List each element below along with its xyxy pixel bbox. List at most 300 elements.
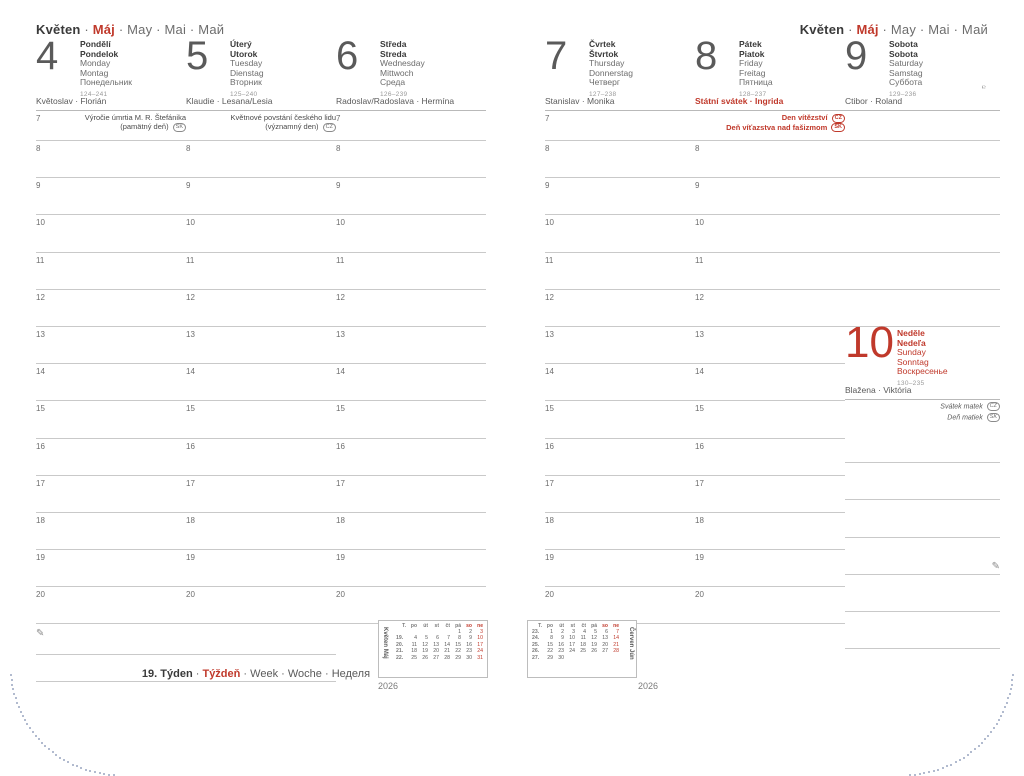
day-header [695,34,845,98]
day-name-cs: Úterý [230,39,252,49]
country-badge: SK [831,123,845,132]
note-row[interactable] [845,463,1000,500]
mini-day: 25 [580,648,586,655]
day-name-en: Monday [80,58,111,69]
hour-row[interactable] [695,401,845,438]
hour-row[interactable] [545,290,695,327]
hour-row[interactable] [695,178,845,215]
hour-row[interactable] [336,215,486,252]
day-name-cs: Neděle [897,327,925,338]
hour-label: 11 [186,255,195,265]
mini-day: 3 [572,629,575,635]
day-name-sk: Sobota [889,48,918,59]
hour-row[interactable] [186,253,336,290]
hour-label: 10 [36,218,45,228]
day-name-ru: Воскресенье [897,366,948,377]
mini-wd: čt [445,623,450,629]
hour-label: 18 [695,515,704,525]
hour-label: 15 [186,404,195,414]
note-row[interactable] [845,215,1000,252]
hour-row[interactable] [336,439,486,476]
day-name-de: Mittwoch [380,67,414,78]
hour-row[interactable] [36,550,186,587]
week-de: Woche [287,668,322,680]
pencil-icon: ✎ [991,560,1000,572]
day-name-cs: Pondělí [80,39,111,49]
hour-row[interactable] [186,550,336,587]
day-names [589,40,633,100]
hour-row[interactable] [336,141,486,178]
mini-day: 3 [480,629,483,635]
mini-week-num: 19. [396,635,404,642]
namedays: Ctibor · Roland [845,96,1000,111]
mini-day: 6 [436,635,439,642]
day-name-de: Sonntag [897,356,929,367]
day-name-en: Sunday [897,347,926,358]
pencil-icon: ✎ [36,628,45,640]
mini-day: 27 [433,654,439,661]
day-name-ru: Понедельник [80,77,133,88]
hour-label: 16 [336,441,345,451]
mini-day: 11 [580,635,586,642]
hour-row[interactable] [186,327,336,364]
day-header [336,34,486,98]
hour-label: 15 [36,404,45,414]
hour-row[interactable] [545,364,695,401]
mini-wd: so [466,623,472,629]
mini-year: 2026 [378,681,399,691]
hour-row[interactable] [545,550,695,587]
hour-label: 14 [545,367,554,377]
day-name-ru: Суббота [889,77,923,88]
week-label: 19. Týden · Týždeň · Week · Woche · Неделя [141,668,371,680]
mini-day: 27 [602,648,608,655]
note-row[interactable] [36,624,186,655]
hour-label: 12 [545,292,554,302]
mini-wd: po [546,623,553,629]
note-row[interactable] [845,500,1000,537]
hour-label: 10 [336,218,345,228]
hour-row[interactable] [695,476,845,513]
hour-label: 19 [336,553,345,563]
hour-row[interactable] [36,253,186,290]
hour-row[interactable] [336,476,486,513]
mini-day: 13 [602,635,608,642]
mini-week-num: 21. [396,648,404,655]
hour-row[interactable] [36,513,186,550]
month-header-right: Květen · Máj · May · Mai · Май [799,22,988,37]
sunday-note-rows [845,426,1000,649]
day-number: 6 [336,34,359,78]
hour-row[interactable] [36,401,186,438]
hour-row[interactable] [545,401,695,438]
mini-year: 2026 [637,681,658,691]
hour-row[interactable] [695,364,845,401]
hour-row[interactable] [695,327,845,364]
mini-day: 20 [433,648,439,655]
hour-row[interactable] [545,327,695,364]
mini-day: 25 [411,654,417,661]
hour-row[interactable] [545,215,695,252]
mini-wd: pá [455,623,461,629]
mini-day: 20 [602,641,608,648]
day-name-ru: Пятница [739,77,773,88]
hour-row[interactable] [695,587,845,624]
hour-row[interactable] [186,178,336,215]
country-badge: CZ [832,114,845,123]
namedays: Klaudie · Lesana/Lesia [186,96,336,111]
day-header [36,34,186,98]
mini-day: 16 [558,641,564,648]
hour-row[interactable] [695,550,845,587]
mini-day: 14 [613,635,619,642]
hour-label: 8 [336,144,341,153]
day-names [380,40,425,100]
mini-day: 22 [547,648,553,655]
hour-label: 12 [695,292,704,302]
hour-row[interactable] [186,141,336,178]
namedays: Květoslav · Florián [36,96,186,111]
day-name-en: Wednesday [380,58,425,69]
month-sk: Máj [92,22,115,37]
day-column-friday [695,34,845,624]
day-ordinal: 129–236 [889,90,917,98]
hour-label: 19 [545,553,554,563]
saturday-note-rows [845,111,1000,327]
day-names [897,329,948,389]
mini-day: 5 [594,629,597,635]
hour-row[interactable] [545,587,695,624]
mini-day: 4 [583,629,586,635]
mini-day: 26 [591,648,597,655]
mini-day: 15 [455,641,461,648]
hour-row[interactable] [336,111,486,141]
day-name-en: Thursday [589,58,625,69]
mini-day: 18 [411,648,417,655]
hour-row[interactable] [36,178,186,215]
day-name-sk: Štvrtok [589,48,619,59]
event-note: Den vítězství CZ Deň víťazstva nad fašizmom SK [726,113,845,132]
mini-day: 7 [447,635,450,642]
hour-label: 17 [545,478,554,488]
country-badge: CZ [323,123,336,132]
namedays: Státní svátek · Ingrida [695,96,845,111]
month-cs: Květen [799,22,845,37]
mini-day: 28 [613,648,619,655]
hour-row[interactable] [336,550,486,587]
note-row[interactable] [186,624,336,655]
hour-row[interactable] [36,290,186,327]
hour-label: 11 [695,255,704,265]
hour-row[interactable] [545,178,695,215]
hour-label: 14 [186,367,195,377]
note-row[interactable] [845,426,1000,463]
hour-label: 18 [336,515,345,525]
hour-row[interactable] [186,587,336,624]
hour-row[interactable] [36,327,186,364]
mini-day: 1 [550,629,553,635]
hour-row[interactable] [336,327,486,364]
week-en: Week [250,668,279,680]
mini-day: 17 [569,641,575,648]
mini-wd: ne [613,623,619,629]
hour-label: 13 [336,329,345,339]
mini-title-sk: Jún [628,649,634,660]
mini-day: 5 [425,635,428,642]
mini-wd: čt [581,623,586,629]
hour-row[interactable] [36,141,186,178]
hour-row[interactable] [36,215,186,252]
hour-rows [695,111,845,624]
day-name-sk: Piatok [739,48,765,59]
day-header [186,34,336,98]
mini-week-num: 27. [532,654,540,661]
mini-wd: so [602,623,608,629]
hour-rows [186,111,336,682]
hour-label: 8 [695,144,700,153]
left-page [0,0,512,734]
day-name-sk: Nedeľa [897,337,926,348]
day-name-de: Samstag [889,67,923,78]
hour-row[interactable] [36,587,186,624]
hour-label: 19 [36,553,45,563]
hour-row[interactable] [36,476,186,513]
hour-row[interactable] [186,476,336,513]
mini-week-row [395,655,484,661]
mini-week-num: 25. [532,641,540,648]
day-column-weekend [845,34,1000,649]
hour-label: 8 [36,144,41,153]
mini-day: 16 [466,641,472,648]
day-ordinal: 125–240 [230,90,258,98]
week-ru: Неделя [331,668,371,680]
hour-row[interactable] [695,111,845,141]
week-sk: Týždeň [202,668,241,680]
mini-week-num: 22. [396,654,404,661]
hour-label: 8 [545,144,550,153]
mini-week-num: 20. [396,641,404,648]
hour-row[interactable] [186,364,336,401]
mini-day: 21 [613,641,619,648]
hour-label: 17 [695,478,704,488]
hour-row[interactable] [695,253,845,290]
mini-wd: út [559,623,564,629]
day-name-sk: Streda [380,48,407,59]
hour-row[interactable] [336,587,486,624]
hour-row[interactable] [36,111,186,141]
day-name-de: Donnerstag [589,67,633,78]
day-name-sk: Utorok [230,48,258,59]
mini-day: 13 [433,641,439,648]
mini-day: 23 [466,648,472,655]
hour-row[interactable] [336,253,486,290]
note-row[interactable] [845,178,1000,215]
namedays-sunday: Blažena · Viktória [845,385,1000,400]
mini-week-num: 23. [532,629,540,635]
note-row[interactable] [845,538,1000,575]
hour-row[interactable] [336,401,486,438]
hour-label: 11 [336,255,345,265]
mini-day: 28 [444,654,450,661]
mini-col-week: T. [538,623,542,629]
mini-wd: ne [477,623,483,629]
mini-day: 19 [422,648,428,655]
mini-day: 26 [422,654,428,661]
note-row[interactable] [845,111,1000,141]
hour-label: 16 [186,441,195,451]
hour-label: 7 [36,114,41,123]
day-ordinal: 126–239 [380,90,408,98]
country-badge: SK [987,413,1000,422]
mini-wd: po [410,623,417,629]
mini-day [576,655,587,661]
mini-day [609,655,620,661]
hour-row[interactable] [695,439,845,476]
decorative-arc-left [0,666,120,736]
hour-label: 16 [545,441,554,451]
day-header [545,34,695,98]
namedays: Stanislav · Monika [545,96,695,111]
hour-row[interactable] [186,513,336,550]
hour-label: 18 [545,515,554,525]
month-de: Mai [928,22,950,37]
month-cs: Květen [36,22,81,37]
hour-label: 16 [36,441,45,451]
month-en: May [890,22,917,37]
mini-day: 8 [550,635,553,642]
mini-day: 7 [616,629,619,635]
mini-week-num: 24. [532,635,540,642]
mini-day: 14 [444,641,450,648]
day-name-ru: Вторник [230,77,262,88]
hour-row[interactable] [186,439,336,476]
hour-row[interactable] [545,111,695,141]
hour-label: 20 [336,590,345,600]
hour-row[interactable] [336,290,486,327]
mini-day: 2 [469,629,472,635]
decorative-arc-right [904,666,1024,736]
mini-day: 10 [477,635,483,642]
mini-day: 2 [561,629,564,635]
week-number: 19. [141,668,158,680]
hour-label: 9 [545,181,550,191]
hour-row[interactable] [186,111,336,141]
hour-label: 10 [695,218,704,228]
hour-label: 16 [695,441,704,451]
day-names [889,40,923,100]
hour-row[interactable] [695,513,845,550]
day-column-wednesday [336,34,486,624]
mini-day: 9 [561,635,564,642]
note-row[interactable] [845,253,1000,290]
hour-row[interactable] [545,476,695,513]
day-names [230,40,264,100]
mini-day: 15 [547,641,553,648]
mini-title-cs: Červen [628,627,634,648]
hour-label: 20 [186,590,195,600]
day-name-en: Tuesday [230,58,263,69]
hour-row[interactable] [695,215,845,252]
hour-label: 11 [545,255,554,265]
day-number: 7 [545,34,568,78]
hour-label: 8 [186,144,191,153]
hour-row[interactable] [545,253,695,290]
mini-day: 10 [569,635,575,642]
week-cs: Týden [160,668,193,680]
day-name-sk: Pondelok [80,48,119,59]
hour-label: 20 [545,590,554,600]
hour-row[interactable] [545,513,695,550]
hour-label: 10 [545,218,554,228]
namedays: Radoslav/Radoslava · Hermína [336,96,486,111]
hour-row[interactable] [36,364,186,401]
hour-label: 13 [186,329,195,339]
mini-wd: st [434,623,439,629]
mini-day [565,655,576,661]
day-ordinal: 124–241 [80,90,108,98]
hour-label: 15 [695,404,704,414]
mini-day: 9 [469,635,472,642]
hour-row[interactable] [545,439,695,476]
hour-label: 9 [36,181,41,191]
mini-day: 19 [591,641,597,648]
hour-label: 14 [336,367,345,377]
day-name-en: Friday [739,58,763,69]
hour-row[interactable] [336,513,486,550]
mini-day: 24 [569,648,575,655]
hour-label: 9 [336,181,341,191]
hour-row[interactable] [695,141,845,178]
day-name-de: Freitag [739,67,766,78]
mini-title-sk: Máj [382,648,388,659]
mini-wd: st [570,623,575,629]
hour-label: 19 [695,553,704,563]
month-header-left: Květen · Máj · May · Mai · Май [36,22,225,37]
day-name-cs: Pátek [739,39,762,49]
hour-row[interactable] [695,290,845,327]
hour-label: 20 [695,590,704,600]
hour-row[interactable] [336,178,486,215]
hour-label: 14 [36,367,45,377]
hour-rows [545,111,695,624]
event-note: Svátek matek CZ [845,400,1000,411]
hour-row[interactable] [336,364,486,401]
corner-mark: ℮ [981,84,986,91]
hour-row[interactable] [545,141,695,178]
day-name-cs: Čvrtek [589,39,616,49]
hour-row[interactable] [186,401,336,438]
mini-calendar-june[interactable] [527,620,658,691]
day-name-cs: Středa [380,39,407,49]
page-spine [511,0,512,734]
mini-day: 31 [477,654,483,661]
hour-row[interactable] [186,215,336,252]
mini-day: 6 [605,629,608,635]
day-names [80,40,132,100]
hour-row[interactable] [186,290,336,327]
day-number: 5 [186,34,209,78]
mini-wd: út [423,623,428,629]
hour-label: 12 [186,292,195,302]
day-column-monday [36,34,186,682]
mini-day: 11 [411,641,417,648]
hour-label: 15 [336,404,345,414]
hour-label: 12 [36,292,45,302]
note-row[interactable] [845,560,1000,612]
note-row[interactable] [845,141,1000,178]
note-row[interactable] [845,612,1000,649]
hour-row[interactable] [36,439,186,476]
